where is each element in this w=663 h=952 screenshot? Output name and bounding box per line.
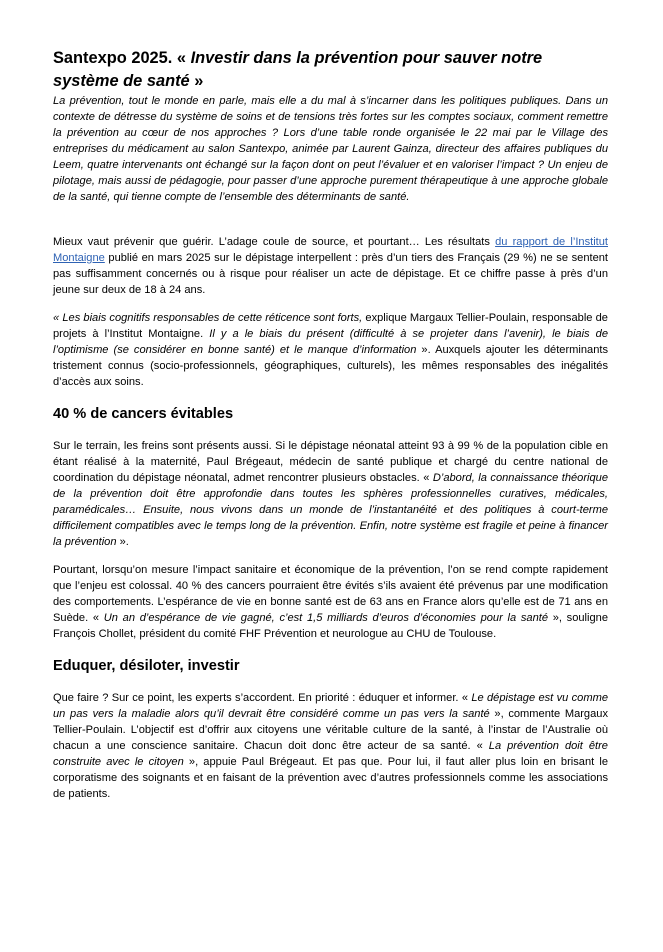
paragraph-intro [53,234,608,298]
paragraph-text: publié en mars 2025 sur le dépistage interpellent : près d’un tiers des Français (29 %) ne se sentent pas suffisamment concernés ou à risque pour réaliser un acte de dépistage. Et ce chiffre passe à près d’un jeune sur deux de 18 à 24 ans. [53,252,608,296]
paragraph-text: », souligne François Chollet, président du comité FHF Prévention et neurologue au CHU de Toulouse. [53,612,609,640]
paragraph-text: », appuie Paul Brégeaut. Et pas que. Pour lui, il faut aller plus loin en brisant le corporatisme des soignants et en faisant de la prévention avec d’autres professionnels comme les associations de patients. [53,756,609,800]
quote-text: Un an d’espérance de vie gagné, c’est 1,5 milliards d’euros d’économies pour la santé [103,612,548,624]
title-suffix: » [189,72,204,90]
section-heading-eduquer: Eduquer, désiloter, investir [53,658,240,674]
paragraph-text: explique Margaux Tellier-Poulain, responsable de projets à l’Institut Montaigne. [53,312,608,340]
paragraph-text: ». Auxquels ajouter les déterminants tristement connus (socio-professionnels, géographiques, culturels), les mêmes responsables des inégalités d’accès aux soins. [53,344,608,388]
quote-text: Le dépistage est vu comme un pas vers la maladie alors qu’il devrait être considéré comme un pas vers la santé [53,692,608,720]
title-quote: Investir dans la prévention pour sauver notre système de santé [53,49,543,90]
paragraph-text: Que faire ? Sur ce point, les experts s’accordent. En priorité : éduquer et informer. « [53,692,472,704]
article-title [53,47,608,93]
paragraph-text: », commente Margaux Tellier-Poulain. L’objectif est d’offrir aux citoyens une véritable culture de la santé, à l’instar de l’Australie où chacun a une conscience sanitaire. Chacun doit donc être acteur de sa santé. « [53,708,608,752]
quote-text: D’abord, la connaissance théorique de la prévention doit être approfondie dans toutes les sphères professionnelles curatives, médicales, paramédicales… Ensuite, nous vivons dans un monde de l’instantanéité et des politiques à court-terme difficilement compatibles avec le temps long de la prévention. Enfin, notre système est fragile et peine à financer la prévention [53,472,608,548]
report-link[interactable]: du rapport de l’Institut Montaigne [53,236,609,264]
paragraph-text: Mieux vaut prévenir que guérir. L’adage coule de source, et pourtant… Les résultats [53,236,496,248]
paragraph-text: Sur le terrain, les freins sont présents aussi. Si le dépistage néonatal atteint 93 à 99 % de la population cible en étant réalisé à la maternité, Paul Brégeaut, médecin de santé publique et chargé du centre national de coordination du dépistage néonatal, admet rencontrer plusieurs obstacles. « [53,440,608,484]
title-prefix: Santexpo 2025. « [53,49,191,67]
paragraph-terrain [53,438,608,550]
paragraph-impact [53,562,608,642]
quote-text: « Les biais cognitifs responsables de cette réticence sont forts, [53,312,363,324]
paragraph-text: ». [116,536,129,548]
quote-text: Il y a le biais du présent (difficulté à se projeter dans l’avenir), le biais de l’optimisme (se considérer en bonne santé) et le manque d’information [53,328,609,356]
paragraph-biases [53,310,608,390]
section-heading-cancers: 40 % de cancers évitables [53,406,234,422]
quote-text: La prévention doit être construite avec le citoyen [53,740,608,768]
paragraph-text: Pourtant, lorsqu’on mesure l’impact sanitaire et économique de la prévention, l’on se rend compte rapidement que l’enjeu est colossal. 40 % des cancers pourraient être évités s’ils avaient été prévenus par une modification des comportements. L’espérance de vie en bonne santé est de 63 ans en France alors qu’elle est de 71 ans en Suède. « [53,564,608,624]
paragraph-solutions [53,690,608,802]
article-lead: La prévention, tout le monde en parle, mais elle a du mal à s’incarner dans les politiques publiques. Dans un contexte de détresse du système de soins et de tensions très fortes sur les comptes sociaux, comment remettre la prévention au cœur de nos approches ? Lors d’une table ronde organisée le 22 mai par le Village des entreprises du médicament au salon Santexpo, animée par Laurent Gainza, directeur des affaires publiques du Leem, quatre intervenants ont échangé sur la façon dont on peut l’évaluer et en valoriser l’impact ? Un enjeu de pilotage, mais aussi de pédagogie, pour passer d’une approche purement thérapeutique à une approche globale de la santé, qui tienne compte de l’ensemble des déterminants de santé. [53,95,608,203]
